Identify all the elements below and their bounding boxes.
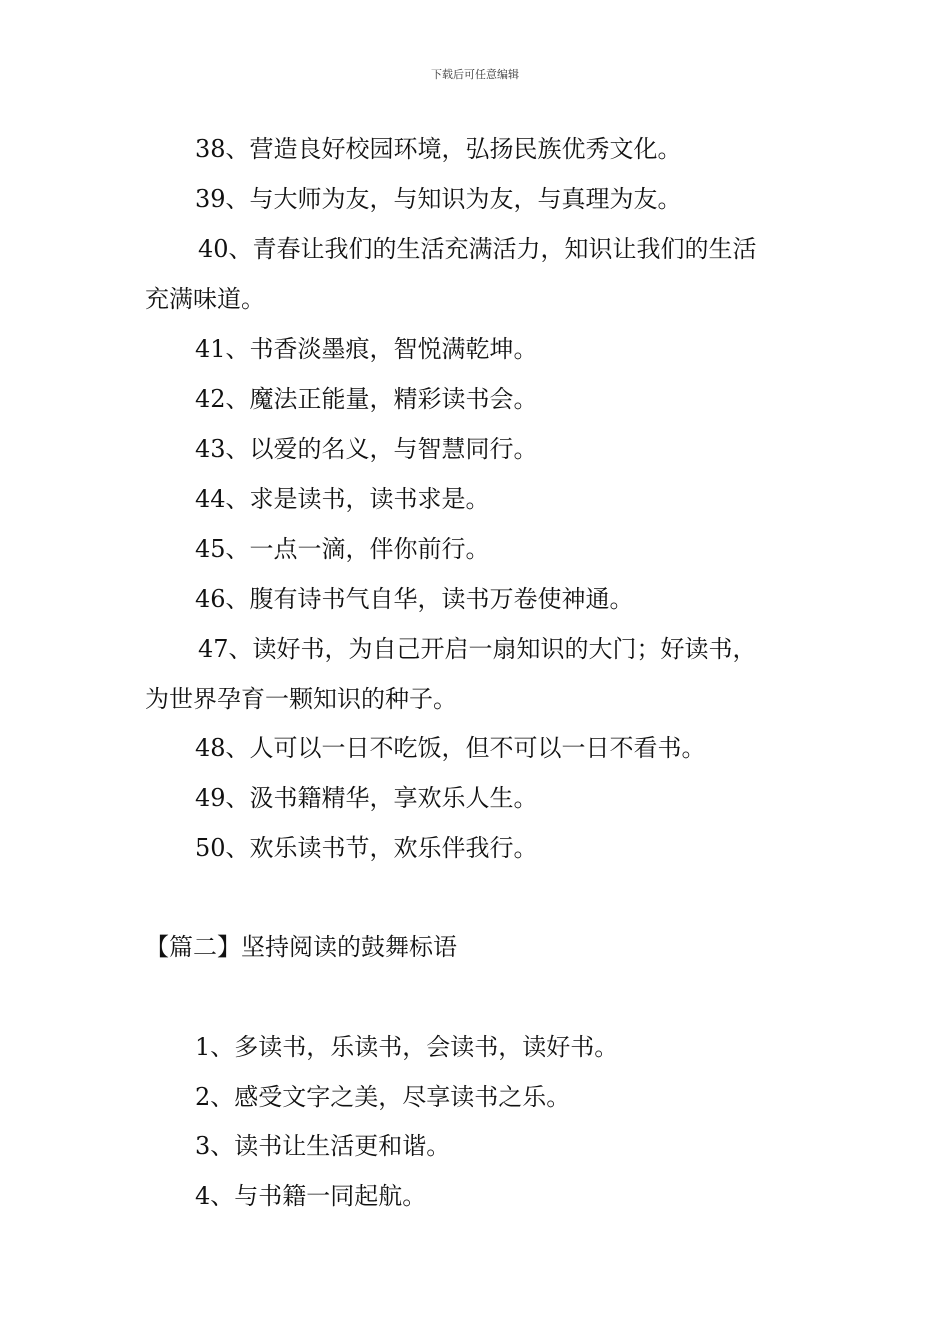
slogan-42: 42、魔法正能量，精彩读书会。: [195, 385, 538, 413]
section-title: 【篇二】坚持阅读的鼓舞标语: [145, 933, 457, 961]
slogan-43: 43、以爱的名义，与智慧同行。: [195, 435, 538, 463]
slogan-39: 39、与大师为友，与知识为友，与真理为友。: [195, 185, 682, 213]
slogan-45: 45、一点一滴，伴你前行。: [195, 535, 490, 563]
slogan-38: 38、营造良好校园环境，弘扬民族优秀文化。: [195, 135, 682, 163]
slogan-3: 3、读书让生活更和谐。: [195, 1132, 451, 1160]
slogan-46: 46、腹有诗书气自华，读书万卷使神通。: [195, 585, 634, 613]
slogan-41: 41、书香淡墨痕，智悦满乾坤。: [195, 335, 538, 363]
slogan-40-continued: 充满味道。: [145, 285, 265, 313]
slogan-49: 49、汲书籍精华，享欢乐人生。: [195, 784, 538, 812]
page-header: 下载后可任意编辑: [431, 68, 519, 81]
slogan-1: 1、多读书，乐读书，会读书，读好书。: [195, 1033, 619, 1061]
slogan-2: 2、感受文字之美，尽享读书之乐。: [195, 1083, 571, 1111]
slogan-40: 40、青春让我们的生活充满活力，知识让我们的生活: [198, 235, 757, 263]
slogan-44: 44、求是读书，读书求是。: [195, 485, 490, 513]
slogan-50: 50、欢乐读书节，欢乐伴我行。: [195, 834, 538, 862]
slogan-47-continued: 为世界孕育一颗知识的种子。: [145, 685, 457, 713]
slogan-48: 48、人可以一日不吃饭，但不可以一日不看书。: [195, 734, 706, 762]
slogan-47: 47、读好书，为自己开启一扇知识的大门；好读书，: [198, 635, 757, 663]
slogan-4: 4、与书籍一同起航。: [195, 1182, 427, 1210]
